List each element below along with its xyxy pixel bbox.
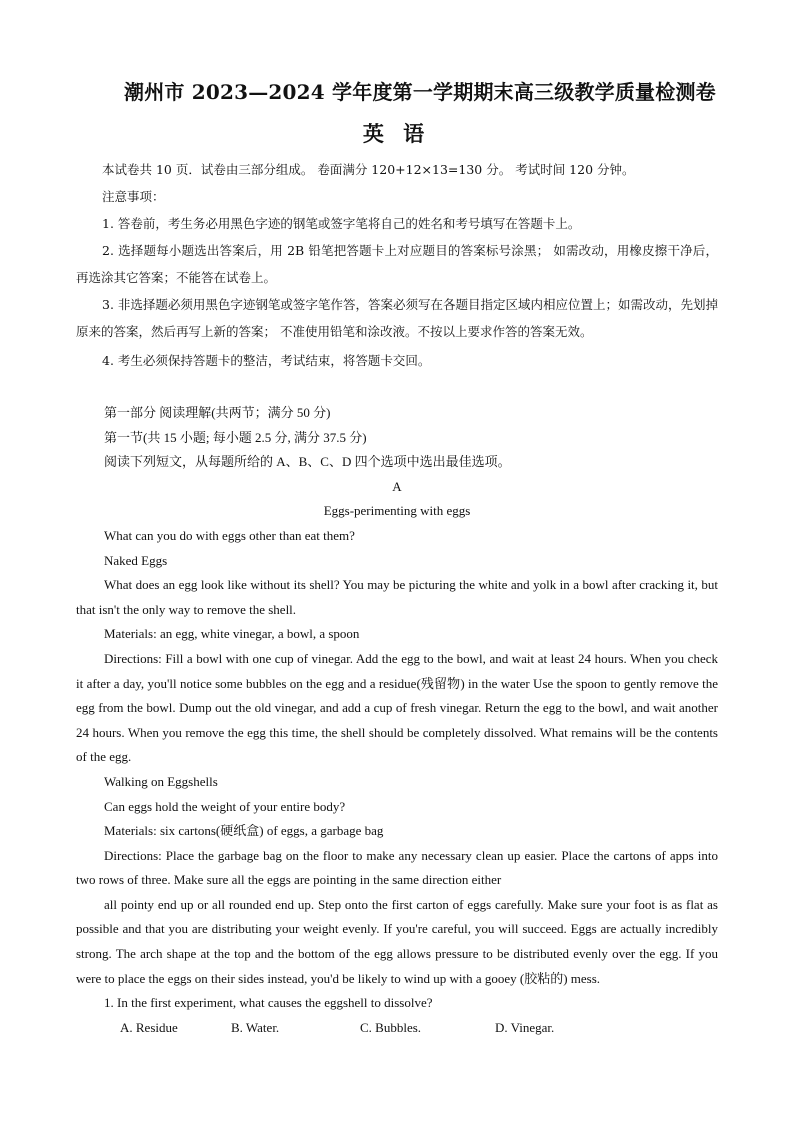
option-c: C. Bubbles. xyxy=(360,1019,422,1035)
passage-lead: What can you do with eggs other than eat them? xyxy=(104,527,355,543)
note-item-3: 3. 非选择题必须用黑色字迹钢笔或签字笔作答，答案必须写在各题目指定区域内相应位置上；如需改动，先划掉原来的答案，然后再写上新的答案； 不准使用铅笔和涂改液。不按以上要求作答的答案无效。 xyxy=(76,297,718,339)
experiment-2-title: Walking on Eggshells xyxy=(104,773,218,789)
question-1-stem: 1. In the first experiment, what causes the eggshell to dissolve? xyxy=(104,995,433,1011)
passage-title: Eggs-perimenting with eggs xyxy=(323,503,471,519)
exam-notes xyxy=(76,156,718,374)
experiment-1-directions: Directions: Fill a bowl with one cup of vinegar. Add the egg to the bowl, and wait at least 24 hours. When you check it after a day, you'll notice some bubbles on the egg and a residue(残留物) in the water Use the spoon to gently remove the egg from the bowl. Dump out the old vinegar, and add a cup of fresh vinegar. Return the egg to the bowl, and wait another 24 hours. When you remove the egg this time, the shell should be completely dissolved. What remains will be the contents of the egg. xyxy=(76,650,718,765)
experiment-2-question: Can eggs hold the weight of your entire body? xyxy=(104,798,346,814)
notes-heading: 注意事项： xyxy=(102,189,165,204)
exam-intro: 本试卷共 10 页．试卷由三部分组成。 卷面满分 120+12×13=130 分。 考试时间 120 分钟。 xyxy=(102,162,635,177)
subject-title: 英 语 xyxy=(362,121,431,146)
experiment-1-intro: What does an egg look like without its shell? You may be picturing the white and yolk in a bowl after cracking it, but that isn't the only way to remove the shell. xyxy=(76,577,718,617)
experiment-2-directions-continued: all pointy end up or all rounded end up. Step onto the first carton of eggs carefully. Make sure your foot is as flat as possible and that you are distributing your weight evenly. If you're careful, you will succeed. Eggs are actually incredibly strong. The arch shape at the top and the bottom of the egg allows pressure to be distributed evenly over the egg. If you were to place the eggs on their sides instead, you'd be likely to wind up with a gooey (胶粘的) mess. xyxy=(76,896,718,986)
section-instruction: 阅读下列短文，从每题所给的 A、B、C、D 四个选项中选出最佳选项。 xyxy=(104,454,511,470)
note-item-4: 4. 考生必须保持答题卡的整洁，考试结束，将答题卡交回。 xyxy=(102,353,431,368)
subpart-heading: 第一节(共 15 小题; 每小题 2.5 分, 满分 37.5 分) xyxy=(104,429,367,445)
option-b: B. Water. xyxy=(231,1019,280,1035)
experiment-1-title: Naked Eggs xyxy=(104,552,168,568)
experiment-1-materials: Materials: an egg, white vinegar, a bowl, a spoon xyxy=(104,626,360,642)
exam-title: 潮州市 2023—2024 学年度第一学期期末高三级教学质量检测卷 xyxy=(124,80,716,104)
question-1-options xyxy=(76,1016,718,1041)
passage-letter: A xyxy=(392,478,402,494)
part-heading: 第一部分 阅读理解(共两节；满分 50 分) xyxy=(104,405,331,420)
experiment-2-materials: Materials: six cartons(硬纸盒) of eggs, a garbage bag xyxy=(104,823,384,839)
option-a: A. Residue xyxy=(120,1019,178,1035)
option-d: D. Vinegar. xyxy=(495,1019,555,1035)
reading-section xyxy=(76,401,718,1040)
note-item-2: 2. 选择题每小题选出答案后，用 2B 铅笔把答题卡上对应题目的答案标号涂黑； 如需改动，用橡皮擦干净后，再选涂其它答案；不能答在试卷上。 xyxy=(76,243,718,285)
note-item-1: 1. 答卷前，考生务必用黑色字迹的钢笔或签字笔将自己的姓名和考号填写在答题卡上。 xyxy=(102,216,581,231)
experiment-2-directions: Directions: Place the garbage bag on the floor to make any necessary clean up easier. Place the cartons of apps into two rows of three. Make sure all the eggs are pointing in the same direction either xyxy=(76,847,718,888)
